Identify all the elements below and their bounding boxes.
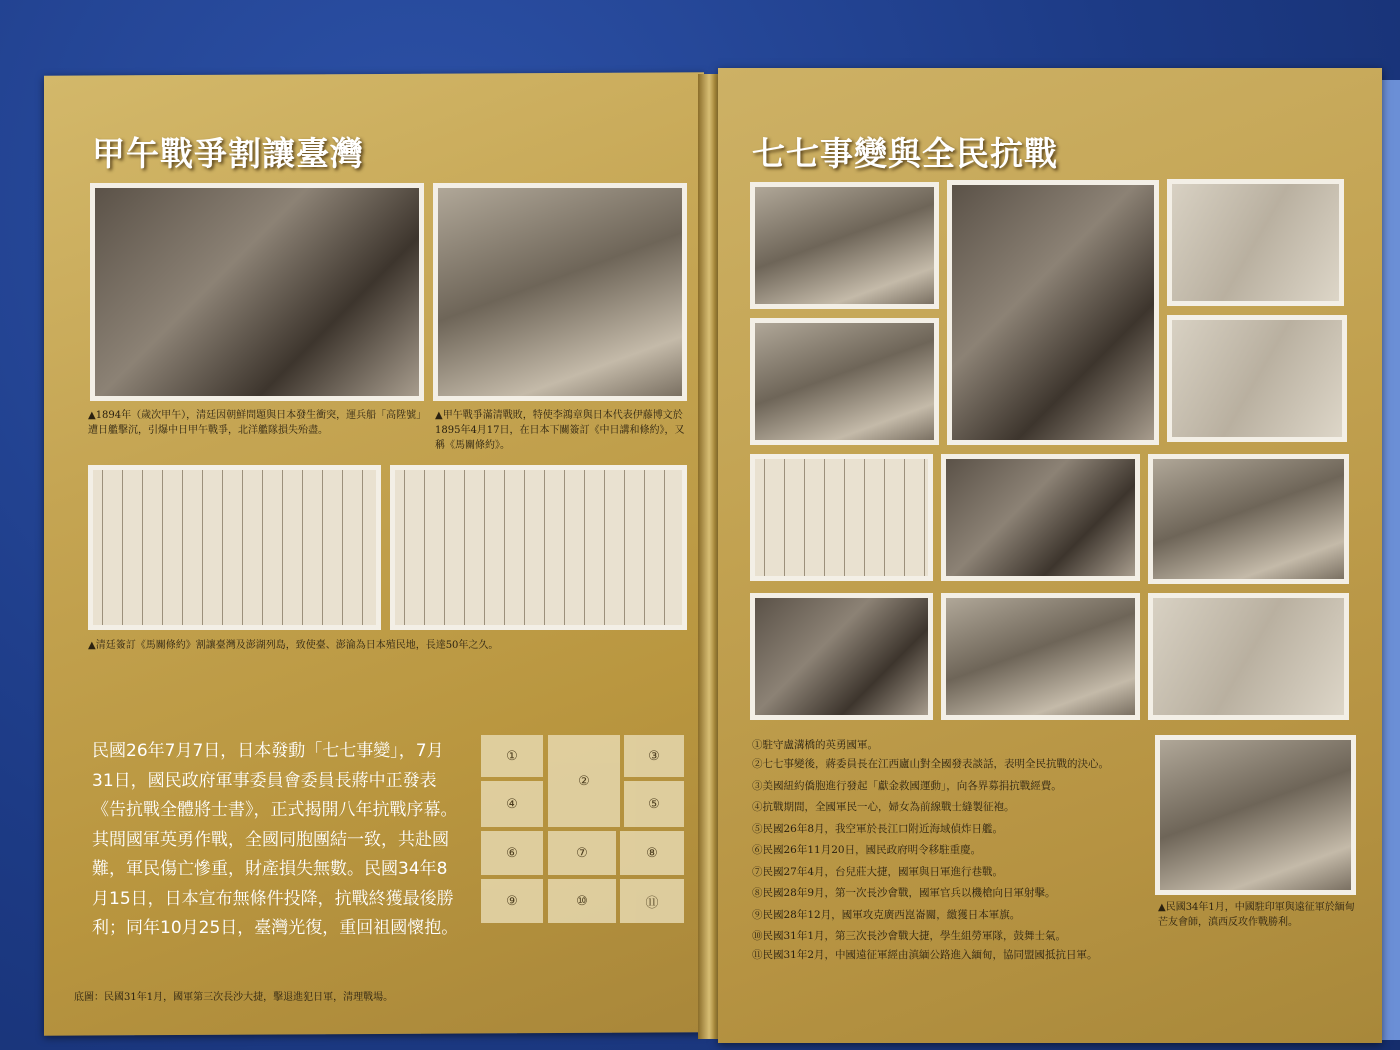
photo-treaty-document-1 [88,465,381,630]
left-body-text: 民國26年7月7日，日本發動「七七事變」，7月31日，國民政府軍事委員會委員長蔣中正發表《告抗戰全體將士書》，正式揭開八年抗戰序幕。其間國軍英勇作戰，全國同胞團結一致，共赴國難，軍民傷亡慘重，財產損失無數。民國34年8月15日，日本宣布無條件投降，抗戰終獲最後勝利；同年10月25日，臺灣光復，重回祖國懷抱。 [92,741,459,938]
list-item: ⑩民國31年1月，第三次長沙會戰大捷，學生組勞軍隊，鼓舞士氣。 [752,930,1067,942]
key-cell-2: ② [548,735,620,827]
photo-11-expeditionary-force [1148,593,1349,720]
photo-7-taierzhuang [941,454,1140,581]
key-cell-6: ⑥ [481,831,543,875]
bottom-caption: 底圖：民國31年1月，國軍第三次長沙大捷，擊退進犯日軍，清理戰場。 [74,992,394,1003]
photo-burma-victory [1155,735,1356,895]
photo-treaty-signing [433,183,687,401]
photo-6-relocation-order [750,454,933,581]
list-item: ⑪民國31年2月，中國遠征軍經由滇緬公路進入緬甸，協同盟國抵抗日軍。 [752,948,1098,961]
blue-cloth-edge [1380,80,1400,1040]
photo-caption-list [752,735,1142,967]
list-item: ⑦民國27年4月，台兒莊大捷，國軍與日軍進行巷戰。 [752,865,1004,878]
list-item: ⑨民國28年12月，國軍攻克廣西崑崙關，繳獲日本軍旗。 [752,908,1021,921]
caption-treaty-signing: ▲甲午戰爭滿清戰敗，特使李鴻章與日本代表伊藤博文於1895年4月17日，在日本下關簽訂《中日講和條約》，又稱《馬關條約》。 [435,410,685,451]
list-item: ②七七事變後，蔣委員長在江西廬山對全國發表談話，表明全民抗戰的決心。 [752,757,1109,770]
list-item: ⑥民國26年11月20日，國民政府明令移駐重慶。 [752,844,982,856]
list-item: ③美國紐約僑胞進行發起「獻金救國運動」，向各界募捐抗戰經費。 [752,779,1062,792]
caption-burma-victory: ▲民國34年1月，中國駐印軍與遠征軍於緬甸芒友會師，滇西反攻作戰勝利。 [1158,902,1355,928]
photo-4-women-sewing [750,318,939,445]
photo-5-air-force [1167,315,1347,442]
photo-2-lushan-speech [947,180,1159,445]
photo-10-student-troupe [941,593,1140,720]
photo-3-overseas-fundraising [1167,179,1344,306]
list-item: ⑤民國26年8月，我空軍於長江口附近海域偵炸日艦。 [752,822,1004,835]
key-cell-8: ⑧ [620,831,684,875]
key-cell-10: ⑩ [548,879,616,923]
key-cell-7: ⑦ [548,831,616,875]
caption-naval-battle: ▲1894年（歲次甲午），清廷因朝鮮問題與日本發生衝突，運兵船「高陞號」遭日艦擊沉，引爆中日甲午戰爭，北洋艦隊損失殆盡。 [88,410,422,436]
key-cell-3: ③ [624,735,684,777]
list-item: ⑧民國28年9月，第一次長沙會戰，國軍官兵以機槍向日軍射擊。 [752,887,1056,899]
list-item: ①駐守盧溝橋的英勇國軍。 [752,739,878,751]
key-cell-4: ④ [481,781,543,827]
photo-9-kunlun-pass [750,593,933,720]
key-cell-5: ⑤ [624,781,684,827]
list-item: ④抗戰期間，全國軍民一心，婦女為前線戰士縫製征袍。 [752,801,1015,813]
photo-1-marco-polo-bridge [750,182,939,309]
photo-treaty-document-2 [390,465,687,630]
photo-layout-key [481,735,684,923]
photo-naval-battle [90,183,424,401]
key-cell-11: ⑪ [620,879,684,923]
photo-8-changsha-machine-gun [1148,454,1349,584]
key-cell-9: ⑨ [481,879,543,923]
key-cell-1: ① [481,735,543,777]
right-title: 七七事變與全民抗戰 [752,134,1058,173]
left-title: 甲午戰爭割讓臺灣 [92,134,364,173]
caption-treaty-documents: ▲清廷簽訂《馬關條約》割讓臺灣及澎湖列島，致使臺、澎淪為日本殖民地，長達50年之久。 [88,640,499,651]
